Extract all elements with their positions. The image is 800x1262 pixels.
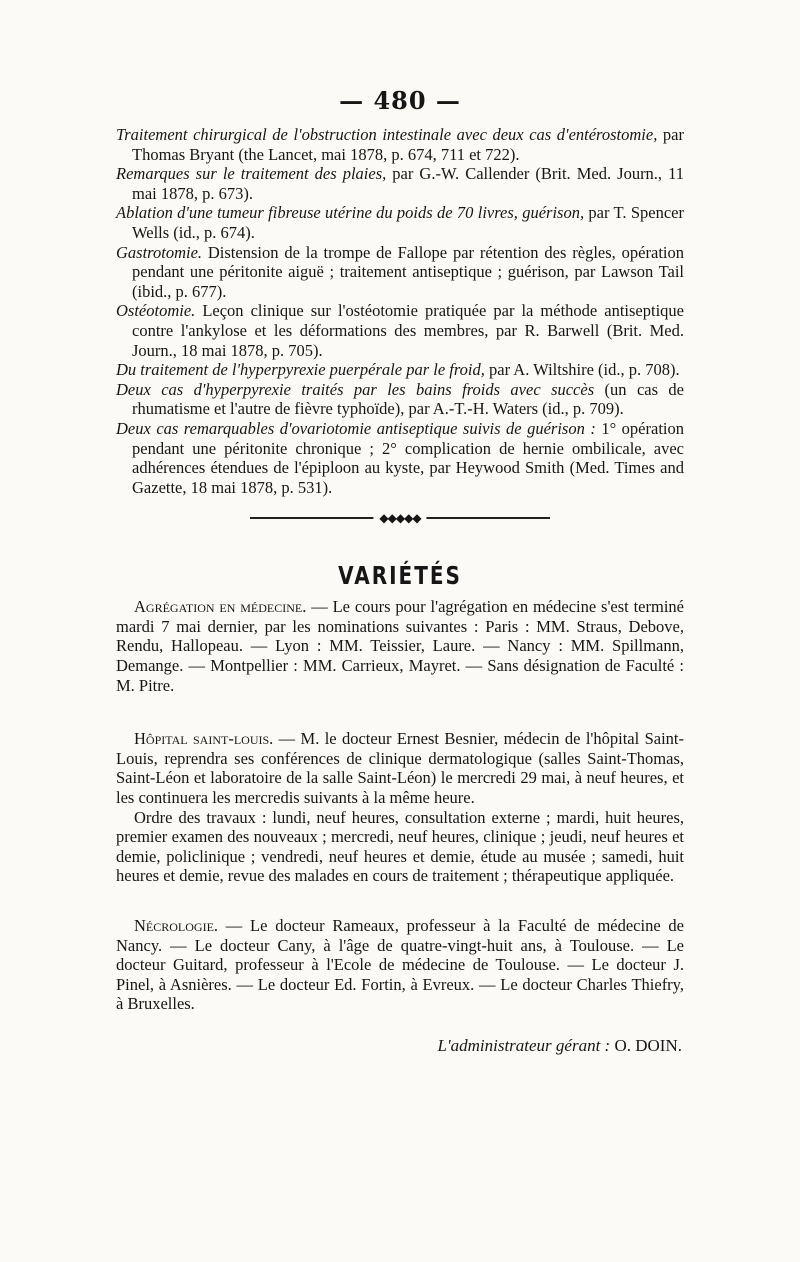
entry-details: Distension de la trompe de Fallope par rétention des règles, opération pendant une péritonite aiguë ; traitement antiseptique ; guérison, par Lawson Tail (ibid., p. 677). [132,242,684,301]
news-text: — Le docteur Rameaux, professeur à la Faculté de médecine de Nancy. — Le docteur Cany, à l'âge de quatre-vingt-huit ans, à Toulouse. — Le docteur Guitard, professeur à l'Ecole de médecine de Toulouse. — Le docteur J. Pinel, à Asnières. — Le docteur Ed. Fortin, à Evreux. — Le docteur Charles Thiefry, à Bruxelles. [116,916,684,1014]
entry-details: Leçon clinique sur l'ostéotomie pratiquée par la méthode antiseptique contre l'ankylose et les déformations des membres, par R. Barwell (Brit. Med. Journ., 18 mai 1878, p. 705). [132,301,684,360]
news-paragraph [116,916,684,1014]
news-lead: Nécrologie. [134,916,219,935]
separator-ornament: ◆◆◆◆◆ [373,511,426,525]
news-text: Ordre des travaux : lundi, neuf heures, consultation externe ; mardi, huit heures, premier examen des nouveaux ; mercredi, neuf heures, clinique ; jeudi, neuf heures et demie, policlinique ; vendredi, neuf heures et demie, étude au musée ; samedi, huit heures et demie, revue des malades en cours de traitement ; thérapeutique appliquée. [116,807,684,886]
bibliography-entry [116,164,684,203]
bibliography-entry [116,380,684,419]
document-page [116,86,684,1056]
section-heading: VARIÉTÉS [338,560,462,591]
news-text: — Le cours pour l'agrégation en médecine s'est terminé mardi 7 mai dernier, par les nominations suivantes : Paris : MM. Straus, Debove, Rendu, Hallopeau. — Lyon : MM. Teissier, Laure. — Nancy : MM. Spillmann, Demange. — Montpellier : MM. Carrieux, Mayret. — Sans désignation de Faculté : M. Pitre. [116,597,684,695]
news-paragraph [116,808,684,886]
news-section [116,597,684,1014]
entry-details: par A. Wiltshire (id., p. 708). [484,360,680,380]
bibliography-entry [116,419,684,497]
entry-title: Du traitement de l'hyperpyrexie puerpérale par le froid, [116,360,485,380]
entry-details: par T. Spencer Wells (id., p. 674). [132,203,684,242]
signature [116,1036,684,1056]
bibliography-entry [116,301,684,360]
news-paragraph [116,729,684,807]
news-lead: Agrégation en médecine. [134,597,307,617]
entry-title: Deux cas d'hyperpyrexie traités par les bains froids avec succès [116,379,595,399]
page-number: — 480 — [339,86,461,115]
section-separator [250,511,550,525]
entry-title: Ablation d'une tumeur fibreuse utérine du poids de 70 livres, guérison, [116,203,585,223]
news-text: — M. le docteur Ernest Besnier, médecin de l'hôpital Saint-Louis, reprendra ses conférences de clinique dermatologique (salles Saint-Thomas, Saint-Léon et laboratoire de la salle Saint-Léon) le mercredi 29 mai, à neuf heures, et les continuera les mercredis suivants à la même heure. [116,729,684,808]
news-lead: Hôpital saint-louis. [134,729,274,749]
bibliography-list [116,125,684,497]
entry-details: par G.-W. Callender (Brit. Med. Journ., 11 mai 1878, p. 673). [132,164,685,203]
entry-title: Deux cas remarquables d'ovariotomie antiseptique suivis de guérison : [116,418,596,438]
entry-title: Traitement chirurgical de l'obstruction intestinale avec deux cas d'entérostomie, [116,125,658,144]
entry-title: Remarques sur le traitement des plaies, [116,164,387,184]
entry-details: par Thomas Bryant (the Lancet, mai 1878, p. 674, 711 et 722). [132,125,684,164]
signature-role: L'administrateur gérant : [437,1035,611,1055]
bibliography-entry [116,125,684,164]
news-paragraph [116,597,684,695]
entry-title: Gastrotomie. [116,242,203,262]
bibliography-entry [116,243,684,302]
entry-title: Ostéotomie. [116,301,196,321]
bibliography-entry [116,360,684,380]
bibliography-entry [116,203,684,242]
entry-details: (un cas de rhumatisme et l'autre de fièvre typhoïde), par A.-T.-H. Waters (id., p. 709). [132,379,685,419]
entry-details: 1° opération pendant une péritonite chronique ; 2° complication de hernie ombilicale, avec adhérences étendues de l'épiploon au kyste, par Heywood Smith (Med. Times and Gazette, 18 mai 1878, p. 531). [132,418,684,497]
signature-name: O. DOIN. [614,1035,682,1055]
